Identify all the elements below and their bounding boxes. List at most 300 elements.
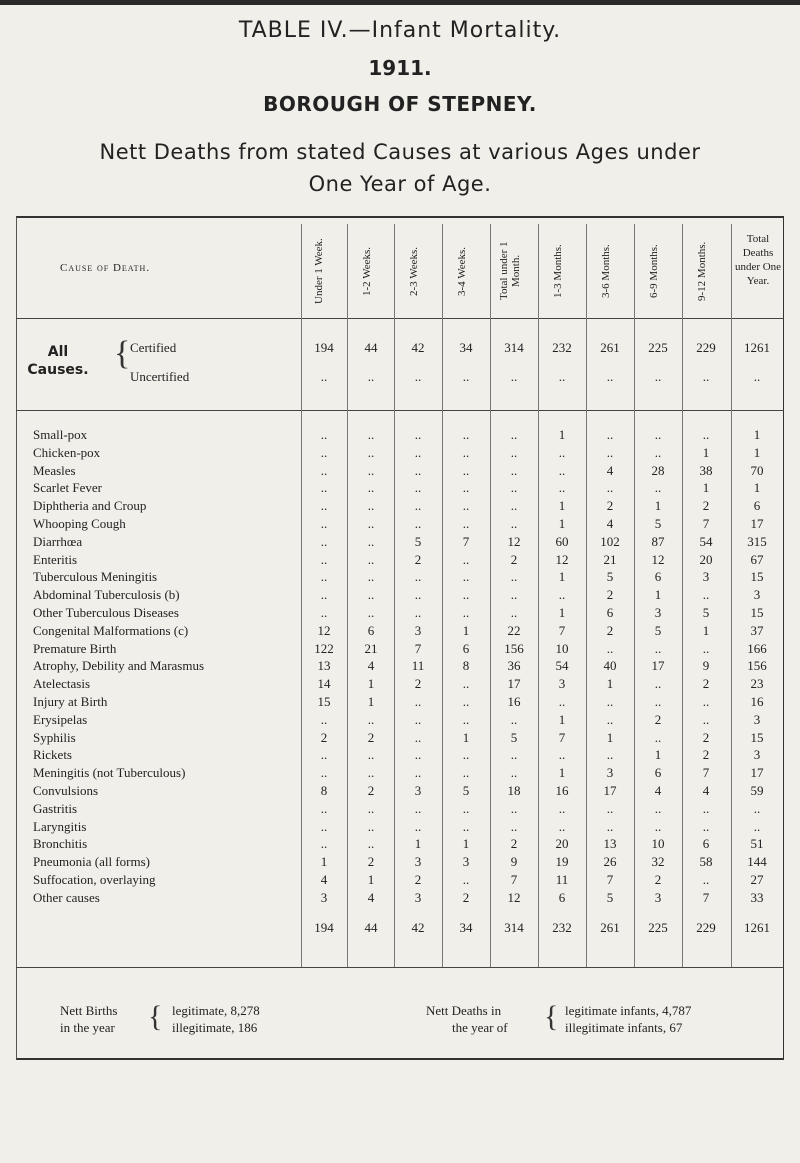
table-cell: 2 bbox=[702, 730, 710, 745]
column-rule bbox=[347, 224, 348, 967]
table-cell: .. bbox=[367, 498, 375, 513]
table-cell: .. bbox=[654, 445, 662, 460]
table-cell: 1 bbox=[702, 445, 710, 460]
table-cell: .. bbox=[462, 552, 470, 567]
table-cell: .. bbox=[320, 552, 328, 567]
column-rule bbox=[490, 224, 491, 967]
table-cell: .. bbox=[462, 676, 470, 691]
col-header-6-9-months: 6-9 Months. bbox=[648, 244, 660, 298]
table-cell: .. bbox=[606, 445, 614, 460]
cause-of-death-header: Cause of Death. bbox=[60, 262, 151, 274]
table-cell: 3 bbox=[462, 854, 470, 869]
table-cell: 2 bbox=[510, 552, 518, 567]
col-header-total-under-1-month: Total under 1 Month. bbox=[498, 241, 522, 301]
table-cell: 1 bbox=[654, 747, 662, 762]
table-cell: .. bbox=[462, 498, 470, 513]
table-cell: .. bbox=[510, 819, 518, 834]
table-cell: .. bbox=[606, 712, 614, 727]
col-header-1-3-months: 1-3 Months. bbox=[552, 244, 564, 298]
table-cell: 156 bbox=[747, 658, 767, 673]
table-cell: .. bbox=[510, 569, 518, 584]
cause-label: Rickets bbox=[33, 747, 72, 762]
table-cell: 3 bbox=[753, 747, 761, 762]
table-cell: .. bbox=[753, 801, 761, 816]
table-cell: .. bbox=[558, 694, 566, 709]
year-heading: 1911. bbox=[368, 56, 432, 80]
table-cell: 2 bbox=[367, 730, 375, 745]
table-cell: 1 bbox=[753, 427, 761, 442]
column-rule bbox=[634, 224, 635, 967]
table-cell: 15 bbox=[750, 605, 764, 620]
table-cell: 261 bbox=[600, 340, 620, 355]
table-cell: .. bbox=[558, 463, 566, 478]
cause-label: Abdominal Tuberculosis (b) bbox=[33, 587, 180, 602]
table-cell: 1 bbox=[367, 872, 375, 887]
table-cell: .. bbox=[414, 463, 422, 478]
table-cell: .. bbox=[367, 369, 375, 384]
table-cell: 20 bbox=[699, 552, 713, 567]
table-cell: 5 bbox=[606, 890, 614, 905]
table-cell: 5 bbox=[606, 569, 614, 584]
total-cell: 229 bbox=[696, 920, 716, 935]
cause-label: Other causes bbox=[33, 890, 100, 905]
table-cell: 51 bbox=[750, 836, 764, 851]
table-cell: .. bbox=[753, 819, 761, 834]
table-cell: .. bbox=[654, 427, 662, 442]
table-cell: .. bbox=[367, 801, 375, 816]
col-header-3-6-months: 3-6 Months. bbox=[600, 244, 612, 298]
table-cell: 4 bbox=[606, 463, 614, 478]
births-brace: { bbox=[148, 1000, 163, 1033]
cause-label: Syphilis bbox=[33, 730, 76, 745]
table-cell: 3 bbox=[753, 587, 761, 602]
table-cell: 5 bbox=[654, 623, 662, 638]
table-cell: .. bbox=[606, 819, 614, 834]
table-cell: 8 bbox=[320, 783, 328, 798]
cause-label: Measles bbox=[33, 463, 76, 478]
total-cell: 232 bbox=[552, 920, 572, 935]
table-cell: 1 bbox=[558, 427, 566, 442]
table-cell: .. bbox=[702, 872, 710, 887]
table-cell: 19 bbox=[555, 854, 569, 869]
table-cell: 17 bbox=[750, 765, 764, 780]
table-cell: .. bbox=[367, 836, 375, 851]
table-cell: 4 bbox=[702, 783, 710, 798]
table-cell: 2 bbox=[462, 890, 470, 905]
table-cell: 2 bbox=[606, 587, 614, 602]
table-cell: 15 bbox=[750, 730, 764, 745]
table-cell: 17 bbox=[507, 676, 521, 691]
table-cell: .. bbox=[606, 641, 614, 656]
table-cell: 9 bbox=[510, 854, 518, 869]
table-cell: .. bbox=[414, 712, 422, 727]
cause-label: Atelectasis bbox=[33, 676, 91, 691]
cause-label: Chicken-pox bbox=[33, 445, 101, 460]
table-cell: .. bbox=[367, 480, 375, 495]
table-cell: 2 bbox=[367, 854, 375, 869]
column-rule bbox=[538, 224, 539, 967]
table-cell: 21 bbox=[364, 641, 378, 656]
table-cell: 3 bbox=[414, 854, 422, 869]
table-cell: 1 bbox=[558, 605, 566, 620]
cause-label: Pneumonia (all forms) bbox=[33, 854, 150, 869]
deaths-brace: { bbox=[544, 1000, 559, 1033]
table-cell: .. bbox=[654, 369, 662, 384]
table-cell: .. bbox=[320, 369, 328, 384]
table-cell: 34 bbox=[459, 340, 473, 355]
table-cell: 5 bbox=[462, 783, 470, 798]
table-cell: .. bbox=[462, 480, 470, 495]
table-cell: 67 bbox=[750, 552, 764, 567]
table-cell: 2 bbox=[414, 872, 422, 887]
cause-label: Diarrhœa bbox=[33, 534, 83, 549]
col-header-under-1-week: Under 1 Week. bbox=[313, 238, 325, 304]
table-cell: .. bbox=[320, 765, 328, 780]
table-cell: .. bbox=[558, 480, 566, 495]
col-header-1-2-weeks: 1-2 Weeks. bbox=[361, 246, 373, 296]
table-cell: 1 bbox=[606, 730, 614, 745]
table-cell: .. bbox=[320, 819, 328, 834]
table-cell: .. bbox=[462, 427, 470, 442]
table-cell: 7 bbox=[558, 623, 566, 638]
table-cell: 2 bbox=[510, 836, 518, 851]
column-rule bbox=[731, 224, 732, 967]
totals-divider bbox=[16, 967, 784, 968]
table-cell: .. bbox=[462, 463, 470, 478]
table-cell: 166 bbox=[747, 641, 767, 656]
table-cell: .. bbox=[510, 480, 518, 495]
table-cell: 11 bbox=[555, 872, 569, 887]
table-cell: .. bbox=[606, 369, 614, 384]
table-cell: 6 bbox=[753, 498, 761, 513]
table-cell: .. bbox=[367, 587, 375, 602]
table-cell: .. bbox=[320, 836, 328, 851]
table-cell: 314 bbox=[504, 340, 524, 355]
table-cell: 7 bbox=[558, 730, 566, 745]
table-cell: 1 bbox=[558, 498, 566, 513]
table-cell: .. bbox=[320, 445, 328, 460]
total-cell: 225 bbox=[648, 920, 668, 935]
table-cell: .. bbox=[558, 587, 566, 602]
cause-label: Scarlet Fever bbox=[33, 480, 102, 495]
table-cell: 1 bbox=[462, 623, 470, 638]
table-cell: 60 bbox=[555, 534, 569, 549]
table-cell: .. bbox=[462, 605, 470, 620]
table-cell: 6 bbox=[654, 765, 662, 780]
table-cell: 6 bbox=[367, 623, 375, 638]
table-cell: .. bbox=[414, 730, 422, 745]
births-illegitimate: illegitimate, 186 bbox=[172, 1020, 258, 1035]
table-cell: 1 bbox=[654, 587, 662, 602]
table-cell: 1 bbox=[462, 730, 470, 745]
table-cell: 102 bbox=[600, 534, 620, 549]
table-cell: .. bbox=[702, 801, 710, 816]
table-cell: 16 bbox=[750, 694, 764, 709]
births-legitimate: legitimate, 8,278 bbox=[172, 1003, 260, 1018]
table-cell: 17 bbox=[651, 658, 665, 673]
table-cell: 70 bbox=[750, 463, 764, 478]
table-cell: .. bbox=[367, 552, 375, 567]
table-cell: .. bbox=[367, 445, 375, 460]
table-cell: 7 bbox=[702, 765, 710, 780]
table-cell: 33 bbox=[750, 890, 764, 905]
table-cell: 32 bbox=[651, 854, 665, 869]
table-cell: .. bbox=[320, 480, 328, 495]
table-cell: 5 bbox=[510, 730, 518, 745]
table-cell: 87 bbox=[651, 534, 665, 549]
table-cell: 16 bbox=[507, 694, 521, 709]
births-label-1: Nett Births bbox=[60, 1003, 118, 1018]
cause-label: Laryngitis bbox=[33, 819, 87, 834]
table-cell: .. bbox=[462, 694, 470, 709]
table-cell: 54 bbox=[699, 534, 713, 549]
table-cell: 21 bbox=[603, 552, 617, 567]
total-cell: 261 bbox=[600, 920, 620, 935]
table-cell: 6 bbox=[606, 605, 614, 620]
table-cell: 1 bbox=[654, 498, 662, 513]
column-rule bbox=[442, 224, 443, 967]
table-cell: .. bbox=[414, 587, 422, 602]
table-cell: 3 bbox=[702, 569, 710, 584]
table-cell: 5 bbox=[414, 534, 422, 549]
table-cell: .. bbox=[510, 498, 518, 513]
table-cell: 12 bbox=[317, 623, 331, 638]
table-cell: 1 bbox=[414, 836, 422, 851]
table-cell: .. bbox=[367, 534, 375, 549]
cause-label: Injury at Birth bbox=[33, 694, 108, 709]
table-cell: .. bbox=[414, 480, 422, 495]
table-cell: .. bbox=[367, 747, 375, 762]
table-cell: 6 bbox=[462, 641, 470, 656]
table-cell: .. bbox=[654, 819, 662, 834]
table-cell: 1 bbox=[753, 445, 761, 460]
col-header-total-deaths: Total Deaths under One Year. bbox=[734, 233, 782, 287]
table-cell: 3 bbox=[414, 890, 422, 905]
table-cell: 1 bbox=[367, 694, 375, 709]
table-cell: .. bbox=[462, 445, 470, 460]
table-cell: 6 bbox=[558, 890, 566, 905]
table-cell: 315 bbox=[747, 534, 767, 549]
table-cell: .. bbox=[558, 819, 566, 834]
table-cell: 37 bbox=[750, 623, 764, 638]
table-cell: 156 bbox=[504, 641, 524, 656]
cause-label: Other Tuberculous Diseases bbox=[33, 605, 179, 620]
deaths-legitimate: legitimate infants, 4,787 bbox=[565, 1003, 692, 1018]
table-cell: .. bbox=[320, 747, 328, 762]
table-cell: 22 bbox=[507, 623, 521, 638]
col-header-9-12-months: 9-12 Months. bbox=[696, 241, 708, 301]
table-cell: 36 bbox=[507, 658, 521, 673]
table-cell: .. bbox=[320, 427, 328, 442]
table-cell: 4 bbox=[654, 783, 662, 798]
all-causes-label: All Causes. bbox=[27, 344, 89, 378]
table-cell: .. bbox=[414, 445, 422, 460]
table-cell: .. bbox=[367, 427, 375, 442]
col-header-3-4-weeks: 3-4 Weeks. bbox=[456, 246, 468, 296]
table-cell: .. bbox=[510, 427, 518, 442]
table-cell: 2 bbox=[414, 552, 422, 567]
cause-label: Meningitis (not Tuberculous) bbox=[33, 765, 186, 780]
deaths-label-2: the year of bbox=[452, 1020, 508, 1035]
total-cell: 314 bbox=[504, 920, 524, 935]
table-cell: 194 bbox=[314, 340, 334, 355]
table-cell: .. bbox=[367, 463, 375, 478]
table-cell: 27 bbox=[750, 872, 764, 887]
table-cell: 42 bbox=[411, 340, 425, 355]
table-cell: 59 bbox=[750, 783, 764, 798]
table-cell: 1 bbox=[367, 676, 375, 691]
table-cell: .. bbox=[510, 369, 518, 384]
table-cell: 40 bbox=[603, 658, 617, 673]
cause-label: Convulsions bbox=[33, 783, 99, 798]
table-cell: .. bbox=[320, 712, 328, 727]
table-cell: .. bbox=[320, 605, 328, 620]
table-cell: 3 bbox=[320, 890, 328, 905]
table-cell: .. bbox=[510, 516, 518, 531]
table-cell: .. bbox=[558, 445, 566, 460]
table-title: TABLE IV.—Infant Mortality. bbox=[238, 18, 562, 43]
table-cell: .. bbox=[510, 712, 518, 727]
cause-label: Gastritis bbox=[33, 801, 78, 816]
table-cell: .. bbox=[320, 534, 328, 549]
table-cell: 1 bbox=[558, 765, 566, 780]
table-cell: 10 bbox=[651, 836, 665, 851]
total-cell: 1261 bbox=[744, 920, 770, 935]
table-cell: .. bbox=[320, 463, 328, 478]
table-cell: .. bbox=[367, 516, 375, 531]
table-cell: .. bbox=[702, 712, 710, 727]
table-cell: 3 bbox=[654, 890, 662, 905]
table-cell: 2 bbox=[702, 676, 710, 691]
table-cell: 1 bbox=[462, 836, 470, 851]
table-cell: 18 bbox=[507, 783, 521, 798]
table-cell: 12 bbox=[507, 534, 521, 549]
table-cell: 2 bbox=[414, 676, 422, 691]
table-cell: .. bbox=[414, 369, 422, 384]
cause-label: Enteritis bbox=[33, 552, 78, 567]
table-cell: .. bbox=[320, 516, 328, 531]
table-cell: .. bbox=[702, 694, 710, 709]
table-cell: 7 bbox=[702, 516, 710, 531]
table-cell: 10 bbox=[555, 641, 569, 656]
cause-label: Erysipelas bbox=[33, 712, 88, 727]
subtitle-line-1: Nett Deaths from stated Causes at various Ages under bbox=[99, 140, 701, 164]
table-cell: 4 bbox=[367, 658, 375, 673]
table-cell: .. bbox=[414, 569, 422, 584]
table-cell: .. bbox=[606, 801, 614, 816]
table-cell: .. bbox=[510, 587, 518, 602]
table-cell: .. bbox=[654, 694, 662, 709]
table-cell: .. bbox=[320, 569, 328, 584]
table-cell: 2 bbox=[654, 712, 662, 727]
col-header-2-3-weeks: 2-3 Weeks. bbox=[408, 246, 420, 296]
table-cell: .. bbox=[462, 765, 470, 780]
table-cell: .. bbox=[320, 587, 328, 602]
table-cell: 4 bbox=[606, 516, 614, 531]
table-cell: 229 bbox=[696, 340, 716, 355]
table-cell: .. bbox=[654, 641, 662, 656]
table-cell: .. bbox=[367, 569, 375, 584]
table-cell: .. bbox=[702, 369, 710, 384]
cause-label: Small-pox bbox=[33, 427, 88, 442]
table-cell: .. bbox=[702, 641, 710, 656]
table-cell: 14 bbox=[317, 676, 331, 691]
table-cell: 1 bbox=[558, 516, 566, 531]
table-cell: 26 bbox=[603, 854, 617, 869]
table-cell: .. bbox=[510, 605, 518, 620]
table-cell: 9 bbox=[702, 658, 710, 673]
table-cell: .. bbox=[558, 801, 566, 816]
table-cell: .. bbox=[462, 369, 470, 384]
table-cell: .. bbox=[367, 712, 375, 727]
table-cell: .. bbox=[753, 369, 761, 384]
column-rule bbox=[682, 224, 683, 967]
table-cell: 7 bbox=[462, 534, 470, 549]
table-cell: 12 bbox=[651, 552, 665, 567]
table-cell: 1 bbox=[320, 854, 328, 869]
table-cell: .. bbox=[414, 427, 422, 442]
table-cell: .. bbox=[702, 587, 710, 602]
table-cell: .. bbox=[414, 694, 422, 709]
table-cell: 232 bbox=[552, 340, 572, 355]
all-causes-uncertified-label: Uncertified bbox=[130, 369, 190, 384]
table-cell: .. bbox=[462, 569, 470, 584]
table-cell: .. bbox=[702, 427, 710, 442]
table-cell: 12 bbox=[507, 890, 521, 905]
total-cell: 44 bbox=[364, 920, 378, 935]
table-cell: 38 bbox=[699, 463, 713, 478]
table-cell: 17 bbox=[603, 783, 617, 798]
table-cell: .. bbox=[367, 765, 375, 780]
table-cell: .. bbox=[606, 480, 614, 495]
table-cell: 2 bbox=[320, 730, 328, 745]
table-cell: 1 bbox=[558, 712, 566, 727]
table-cell: .. bbox=[606, 427, 614, 442]
table-cell: .. bbox=[558, 369, 566, 384]
table-cell: 20 bbox=[555, 836, 569, 851]
table-cell: 1 bbox=[702, 623, 710, 638]
table-cell: .. bbox=[510, 747, 518, 762]
table-cell: 2 bbox=[606, 498, 614, 513]
top-rule bbox=[0, 0, 800, 5]
table-cell: .. bbox=[462, 516, 470, 531]
table-cell: .. bbox=[558, 747, 566, 762]
all-causes-divider bbox=[16, 410, 784, 411]
table-cell: 5 bbox=[702, 605, 710, 620]
table-cell: 7 bbox=[414, 641, 422, 656]
table-cell: 11 bbox=[411, 658, 425, 673]
total-cell: 34 bbox=[459, 920, 473, 935]
table-cell: .. bbox=[606, 694, 614, 709]
table-cell: 54 bbox=[555, 658, 569, 673]
table-cell: .. bbox=[606, 747, 614, 762]
table-cell: 1 bbox=[702, 480, 710, 495]
table-cell: 225 bbox=[648, 340, 668, 355]
total-cell: 42 bbox=[411, 920, 425, 935]
table-cell: 5 bbox=[654, 516, 662, 531]
table-cell: 2 bbox=[367, 783, 375, 798]
table-cell: 13 bbox=[317, 658, 331, 673]
table-cell: 17 bbox=[750, 516, 764, 531]
table-cell: .. bbox=[510, 445, 518, 460]
table-cell: .. bbox=[654, 676, 662, 691]
table-cell: 16 bbox=[555, 783, 569, 798]
table-cell: 4 bbox=[320, 872, 328, 887]
deaths-illegitimate: illegitimate infants, 67 bbox=[565, 1020, 683, 1035]
table-cell: .. bbox=[462, 819, 470, 834]
table-cell: 7 bbox=[510, 872, 518, 887]
table-cell: 23 bbox=[750, 676, 764, 691]
